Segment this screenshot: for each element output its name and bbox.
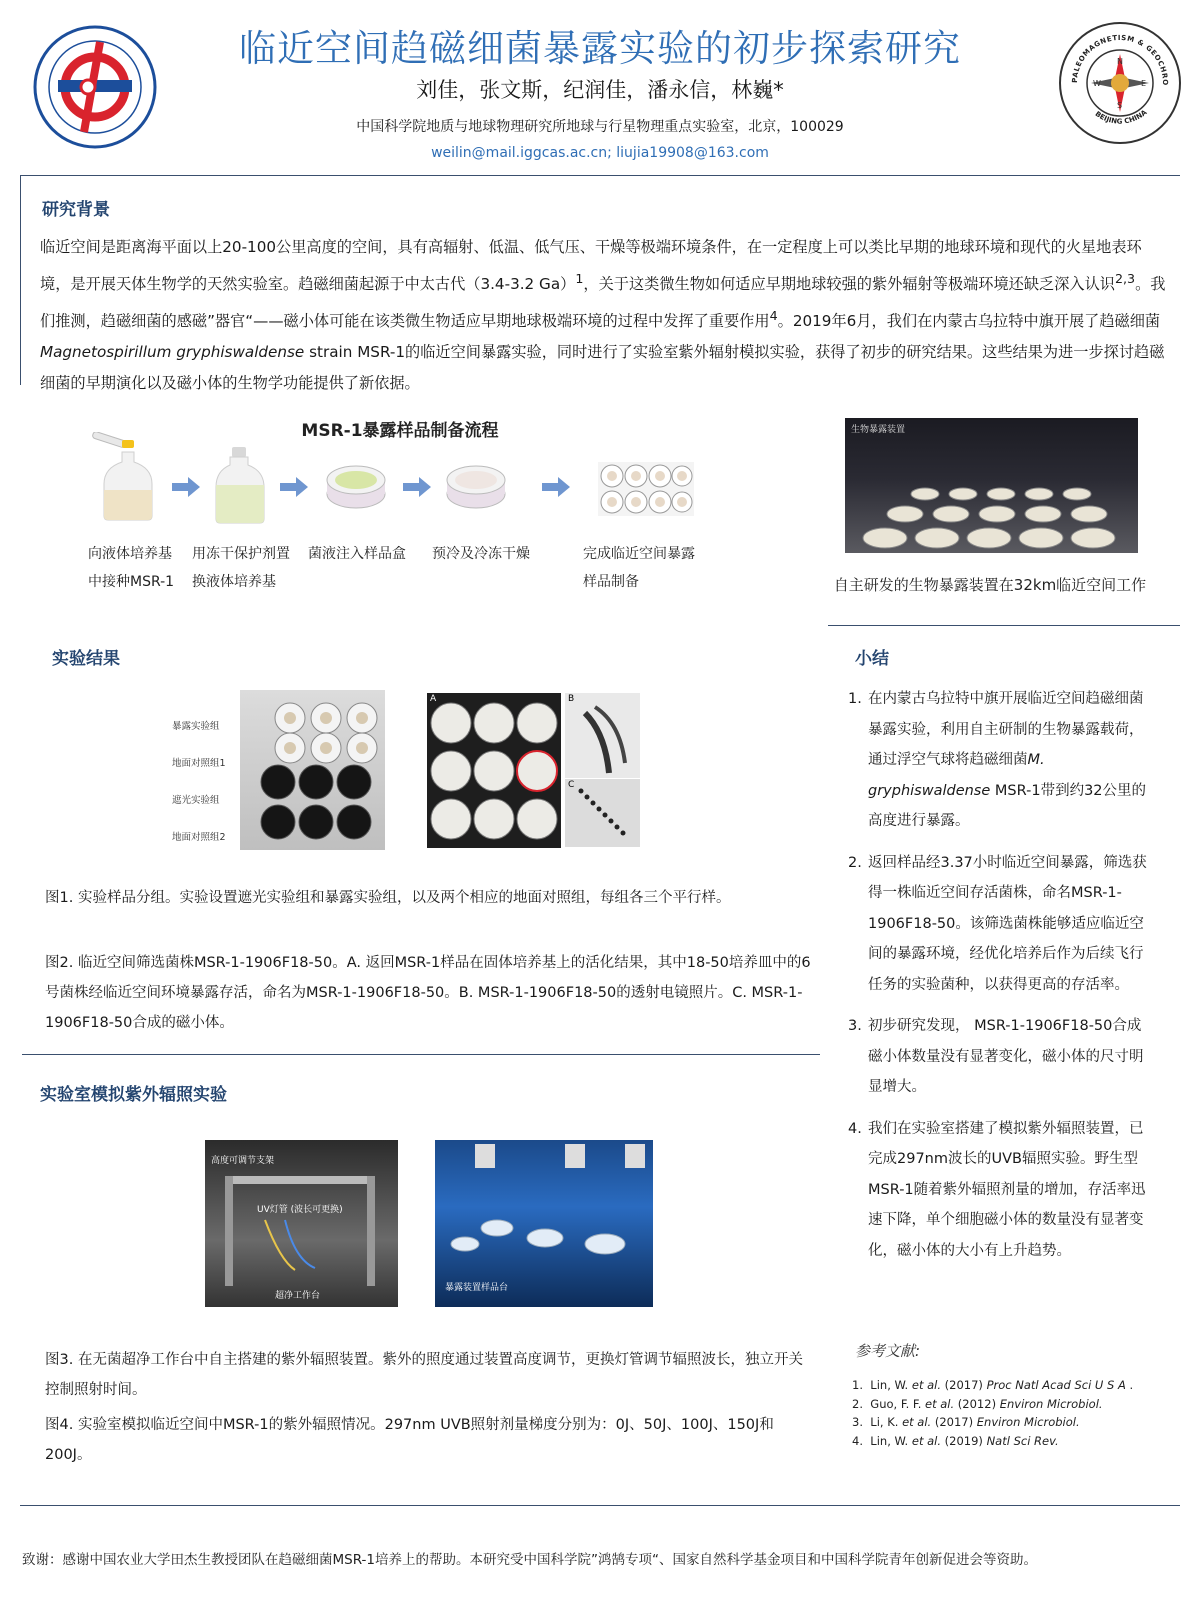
sample-box-filled-image xyxy=(325,462,387,512)
summary-item: 1. 在内蒙古乌拉特中旗开展临近空间趋磁细菌暴露实验，利用自主研制的生物暴露载荷，通过浮空气球将趋磁细菌M. gryphiswaldense MSR-1带到约32公里的高度进行暴露。 xyxy=(848,691,1147,829)
references-heading: 参考文献: xyxy=(855,1342,921,1360)
header-divider xyxy=(20,175,1180,176)
flow-step-5-label: 完成临近空间暴露 样品制备 xyxy=(583,546,695,590)
group-label-list xyxy=(172,708,238,856)
background-heading: 研究背景 xyxy=(42,200,110,220)
sample-group-photo xyxy=(240,690,385,850)
uv-device-photo-label-bottom: 超净工作台 xyxy=(275,1291,321,1301)
background-left-rule xyxy=(20,175,21,385)
author-list: 刘佳，张文斯，纪润佳，潘永信，林巍* xyxy=(416,78,784,102)
flow-arrow-4 xyxy=(542,477,570,497)
summary-item: 3. 初步研究发现， MSR-1-1906F18-50合成磁小体数量没有显著变化，磁小体的尺寸明显增大。 xyxy=(848,1018,1144,1095)
sample-box-array-image xyxy=(598,462,694,516)
flow-step-1-label: 向液体培养基 中接种MSR-1 xyxy=(88,546,175,590)
reference-item: 2. Guo, F. F. et al. (2012) Environ Microbiol. xyxy=(852,1396,1103,1411)
tem-image-b xyxy=(565,693,640,778)
group-label: 地面对照组2 xyxy=(172,832,226,843)
uv-sample-stage-photo-label: 暴露装置样品台 xyxy=(445,1283,509,1293)
panel-a-label: A xyxy=(430,694,437,704)
summary-item: 2. 返回样品经3.37小时临近空间暴露，筛选获得一株临近空间存活菌株，命名MSR-1-1906F18-50。该筛选菌株能够适应临近空间的暴露环境，经优化培养后作为后续飞行任务的实验菌种，以获得更高的存活率。 xyxy=(848,854,1147,993)
institute-logo xyxy=(30,22,160,152)
reference-item: 1. Lin, W. et al. (2017) Proc Natl Acad Sci U S A . xyxy=(852,1378,1134,1392)
acknowledgement: 致谢：感谢中国农业大学田杰生教授团队在趋磁细菌MSR-1培养上的帮助。本研究受中国科学院”鸿鹄专项“、国家自然科学基金项目和中国科学院青年创新促进会等资助。 xyxy=(22,1552,1037,1568)
sample-box-dried-image xyxy=(445,462,507,512)
compass-letter-s: S xyxy=(1117,101,1123,110)
panel-b-label: B xyxy=(568,694,575,704)
flow-title: MSR-1暴露样品制备流程 xyxy=(301,421,499,441)
uv-sample-stage-photo xyxy=(435,1140,653,1307)
flow-arrow-1 xyxy=(172,477,200,497)
reference-list xyxy=(852,1376,1172,1450)
group-label: 暴露实验组 xyxy=(172,721,220,732)
figure-1-caption: 图1. 实验样品分组。实验设置遮光实验组和暴露实验组，以及两个相应的地面对照组，每组各三个平行样。 xyxy=(45,890,731,906)
device-caption: 自主研发的生物暴露装置在32km临近空间工作 xyxy=(833,576,1147,594)
contact-emails[interactable]: weilin@mail.iggcas.ac.cn; liujia19908@163.com xyxy=(431,145,769,161)
exposure-device-photo xyxy=(845,418,1138,553)
poster-title: 临近空间趋磁细菌暴露实验的初步探索研究 xyxy=(239,27,961,70)
compass-letter-w: W xyxy=(1093,79,1101,88)
petri-dish-photo xyxy=(427,693,561,848)
group-label: 地面对照组1 xyxy=(172,758,226,769)
flow-arrow-2 xyxy=(280,477,308,497)
flow-step-4-label: 预冷及冷冻干燥 xyxy=(432,546,530,562)
uv-device-photo-label-top: 高度可调节支架 xyxy=(211,1156,275,1166)
panel-c-label: C xyxy=(568,780,575,790)
summary-item: 4. 我们在实验室搭建了模拟紫外辐照装置，已完成297nm波长的UVB辐照实验。野生型MSR-1随着紫外辐照剂量的增加，存活率迅速下降，单个细胞磁小体的数量没有显著变化，磁小体的大小有上升趋势。 xyxy=(848,1120,1146,1259)
flow-arrow-3 xyxy=(403,477,431,497)
reference-item: 3. Li, K. et al. (2017) Environ Microbiol. xyxy=(852,1415,1080,1429)
figure-4-caption: 图4. 实验室模拟临近空间中MSR-1的紫外辐照情况。297nm UVB照射剂量梯度分别为：0J、50J、100J、150J和200J。 xyxy=(45,1417,774,1463)
exposure-device-photo-label: 生物暴露装置 xyxy=(851,425,906,435)
tem-image-c xyxy=(565,779,640,847)
uv-device-photo-label-mid: UV灯管 (波长可更换) xyxy=(257,1205,343,1215)
affiliation: 中国科学院地质与地球物理研究所地球与行星物理重点实验室，北京，100029 xyxy=(356,119,844,135)
footer-rule xyxy=(20,1505,1180,1506)
summary-top-rule xyxy=(828,625,1180,626)
compass-letter-n: N xyxy=(1117,57,1123,66)
compass-letter-e: E xyxy=(1141,79,1147,88)
uv-top-rule xyxy=(22,1054,820,1055)
reference-item: 4. Lin, W. et al. (2019) Natl Sci Rev. xyxy=(852,1433,1059,1448)
figure-2-caption: 图2. 临近空间筛选菌株MSR-1-1906F18-50。A. 返回MSR-1样品在固体培养基上的活化结果，其中18-50培养皿中的6号菌株经临近空间环境暴露存活，命名为MSR-1-1906F18-50。B. MSR-1-1906F18-50的透射电镜照片。C. MSR-1-1906F18-50合成的磁小体。 xyxy=(45,955,811,1031)
background-paragraph: 临近空间是距离海平面以上20-100公里高度的空间，具有高辐射、低温、低气压、干燥等极端环境条件，在一定程度上可以类比早期的地球环境和现代的火星地表环境，是开展天体生物学的天然实验室。趋磁细菌起源于中太古代（3.4-3.2 Ga）$^1$，关于这类微生物如何适应早期地球较强的紫外辐射等极端环境还缺乏深入认识$^{2,3}$。我们推测，趋磁细菌的感磁”器官“——磁小体可能在该类微生物适应早期地球极端环境的过程中发挥了重要作用$^4$。2019年6月，我们在内蒙古乌拉特中旗开展了趋磁细菌Magnetospirillum gryphiswaldense strain MSR-1的临近空间暴露实验，同时进行了实验室紫外辐射模拟实验，获得了初步的研究结果。这些结果为进一步探讨趋磁细菌的早期演化以及磁小体的生物学功能提供了新依据。 xyxy=(40,238,1166,393)
lab-logo-arc-text: PALEOMAGNETISM & GEOCHRO xyxy=(1070,33,1170,86)
lab-logo-city-text: BEIJING CHINA xyxy=(1093,108,1149,126)
flow-step-2-label: 用冻干保护剂置 换液体培养基 xyxy=(192,546,290,590)
uv-device-photo xyxy=(205,1140,398,1307)
results-heading: 实验结果 xyxy=(52,649,120,669)
lab-logo xyxy=(1055,18,1185,148)
culture-bottle-image xyxy=(92,432,172,522)
flow-step-3-label: 菌液注入样品盒 xyxy=(308,546,406,562)
group-label: 遮光实验组 xyxy=(172,795,220,806)
summary-heading: 小结 xyxy=(855,649,889,669)
uv-heading: 实验室模拟紫外辐照实验 xyxy=(40,1085,227,1105)
lyoprotectant-bottle-image xyxy=(210,445,270,525)
summary-list xyxy=(848,684,1148,1277)
figure-3-caption: 图3. 在无菌超净工作台中自主搭建的紫外辐照装置。紫外的照度通过装置高度调节，更换灯管调节辐照波长，独立开关控制照射时间。 xyxy=(45,1352,803,1398)
